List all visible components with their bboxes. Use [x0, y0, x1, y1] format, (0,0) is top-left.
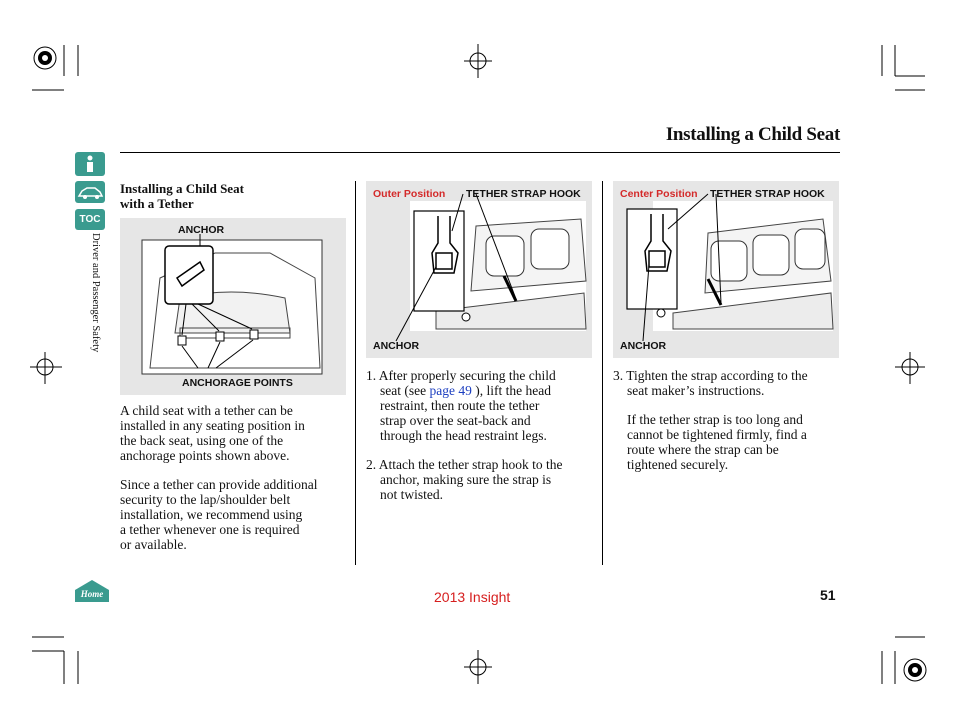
anchor-label: ANCHOR [373, 340, 420, 352]
steps-list [366, 368, 598, 516]
toc-button[interactable] [75, 209, 105, 230]
title-rule [120, 152, 840, 153]
steps-list-continued [613, 368, 845, 472]
page-title: Installing a Child Seat [665, 124, 840, 145]
car-button[interactable] [75, 181, 105, 203]
anchorage-figure [120, 218, 346, 395]
info-button[interactable] [75, 152, 105, 176]
tether-strap-hook-label: TETHER STRAP HOOK [466, 188, 581, 200]
tether-note: If the tether strap is too long and cannot be tightened firmly, find a route where the strap can be tightened securely. [627, 412, 807, 472]
anchorage-illustration [120, 218, 346, 395]
column-divider [355, 181, 356, 565]
intro-paragraph: A child seat with a tether can be installed in any seating position in the back seat, using one of the anchorage points shown above. [120, 403, 305, 463]
outer-position-label: Outer Position [373, 188, 446, 200]
info-icon [75, 152, 105, 176]
step-3: 3. Tighten the strap according to the seat maker’s instructions. [613, 368, 808, 398]
home-label: Home [80, 589, 104, 599]
anchor-label: ANCHOR [620, 340, 667, 352]
section-tab: Driver and Passenger Safety [90, 233, 101, 353]
center-position-illustration [613, 181, 839, 358]
outer-position-figure [366, 181, 592, 358]
recommendation-paragraph: Since a tether can provide additional security to the lap/shoulder belt installation, we recommend using a tether whenever one is required or available. [120, 477, 318, 552]
section-heading: Installing a Child Seat with a Tether [120, 181, 244, 211]
car-icon [75, 181, 105, 203]
home-button[interactable] [75, 580, 109, 602]
outer-position-illustration [366, 181, 592, 358]
page-49-link[interactable]: page 49 [429, 383, 472, 398]
column-divider [602, 181, 603, 565]
anchorage-points-label: ANCHORAGE POINTS [182, 377, 293, 389]
model-name: 2013 Insight [434, 589, 511, 605]
step-1: 1. After properly securing the child seat (see page 49 ), lift the head restraint, then route the tether strap over the seat-back and through the head restraint legs. [366, 368, 556, 443]
anchor-label: ANCHOR [178, 224, 225, 236]
center-position-figure [613, 181, 839, 358]
toc-label: TOC [79, 214, 101, 225]
center-position-label: Center Position [620, 188, 698, 200]
step-2: 2. Attach the tether strap hook to the anchor, making sure the strap is not twisted. [366, 457, 563, 502]
tether-strap-hook-label: TETHER STRAP HOOK [710, 188, 825, 200]
page-number: 51 [820, 587, 836, 603]
